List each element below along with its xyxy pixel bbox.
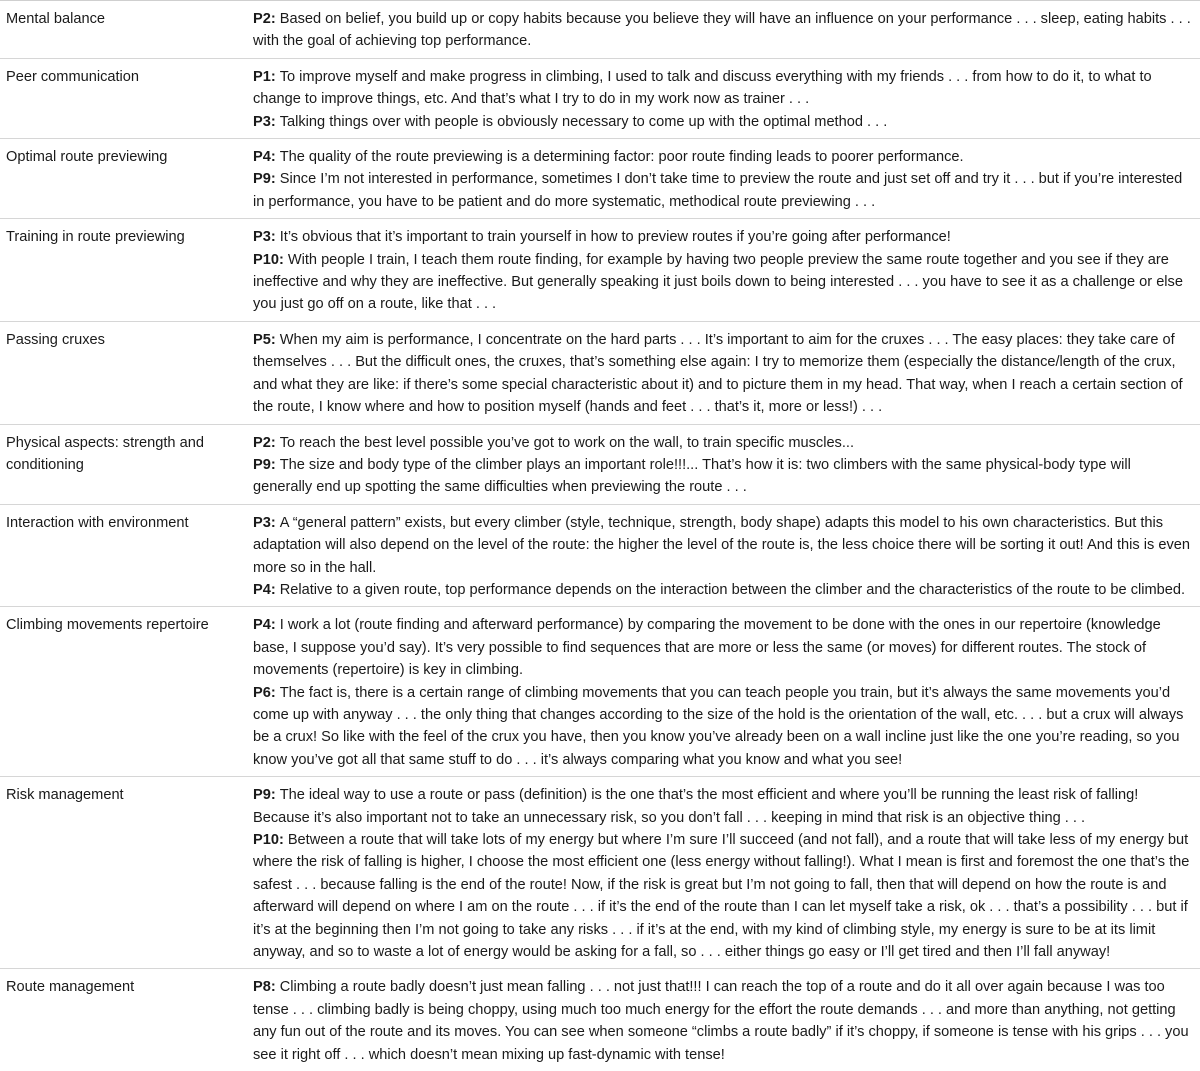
participant-id: P1: (253, 68, 276, 85)
quote (253, 66, 1192, 111)
quote (253, 976, 1192, 1066)
quote (253, 226, 1192, 248)
quote-text: The ideal way to use a route or pass (definition) is the one that’s the most efficient and where you’ll be running the least risk of falling! Because it’s also important not to take an unnecessary risk, so you don’t fall . . . keeping in mind that risk is an objective thing . . . (253, 787, 1139, 826)
quote (253, 829, 1192, 963)
participant-id: P10: (253, 832, 284, 848)
table-row (0, 969, 1200, 1071)
quote-text: To improve myself and make progress in climbing, I used to talk and discuss everything with my friends . . . from how to do it, to what to change to improve things, etc. And that’s what I try to do in my work now as trainer . . . (253, 68, 1152, 108)
quote (253, 168, 1192, 213)
quote-text: Since I’m not interested in performance, sometimes I don’t take time to preview the route and just set off and try it . . . but if you’re interested in performance, you have to be patient and do more systematic, methodical route previewing . . . (253, 171, 1183, 210)
participant-id: P8: (253, 979, 276, 996)
table-row (0, 322, 1200, 425)
participant-id: P4: (253, 617, 276, 634)
table-row (0, 425, 1200, 505)
theme-cell: Optimal route previewing (6, 149, 168, 166)
theme-cell: Mental balance (6, 11, 105, 27)
participant-id: P3: (253, 514, 276, 531)
participant-id: P3: (253, 113, 276, 130)
quote (253, 784, 1192, 829)
quotes-cell (253, 432, 1200, 499)
theme-cell: Interaction with environment (6, 514, 189, 531)
participant-id: P2: (253, 11, 276, 27)
participant-id: P9: (253, 787, 276, 804)
quote (253, 8, 1192, 53)
quote (253, 614, 1192, 681)
theme-cell: Peer communication (6, 68, 140, 85)
quote (253, 579, 1192, 601)
quote-text: With people I train, I teach them route finding, for example by having two people preview the same route together and you see if they are ineffective and why they are ineffective. But generally speaking it just boils down to being interested . . . you have to see it as a challenge or else you just go off on a route, like that . . . (253, 251, 1183, 313)
quote-text: The fact is, there is a certain range of climbing movements that you can teach people you train, but it’s always the same movements you’d come up with anyway . . . the only thing that changes according to the size of the hold is the orientation of the wall, etc. . . . but a crux will always be a crux! So like with the feel of the crux you have, then you know you’ve already been on a wall incline just like the one you’re reading, so you know you’ve got all that same stuff to do . . . it’s always comparing what you know and what you see! (253, 684, 1184, 768)
quote (253, 249, 1192, 316)
participant-id: P9: (253, 456, 276, 473)
quotes-cell (253, 329, 1200, 419)
table-row (0, 139, 1200, 219)
table-row (0, 59, 1200, 139)
table-row (0, 219, 1200, 322)
quotes-cell (253, 512, 1200, 602)
theme-cell: Passing cruxes (6, 331, 105, 348)
theme-cell: Climbing movements repertoire (6, 617, 209, 634)
participant-id: P5: (253, 331, 276, 348)
participant-id: P2: (253, 434, 276, 451)
quote-text: Talking things over with people is obviously necessary to come up with the optimal method . . . (279, 113, 888, 130)
quote-text: The size and body type of the climber plays an important role!!!... That’s how it is: two climbers with the same physical-body type will generally end up spotting the same difficulties when previewing the route . . . (253, 456, 1131, 496)
participant-id: P3: (253, 229, 276, 246)
quotes-cell (253, 614, 1200, 771)
quote (253, 111, 1192, 133)
quotes-cell (253, 8, 1200, 53)
table-row (0, 505, 1200, 608)
quote-text: It’s obvious that it’s important to train yourself in how to preview routes if you’re going after performance! (279, 229, 951, 246)
theme-cell: Route management (6, 979, 135, 996)
theme-cell: Training in route previewing (6, 229, 185, 246)
quote-text: A “general pattern” exists, but every climber (style, technique, strength, body shape) adapts this model to his own characteristics. But this adaptation will also depend on the level of the route: the higher the level of the route is, the less choice there will be sorting it out! And this is even more so in the hall. (253, 514, 1191, 576)
participant-id: P6: (253, 684, 276, 701)
quote (253, 329, 1192, 419)
quote (253, 682, 1192, 772)
quote (253, 454, 1192, 499)
participant-id: P4: (253, 581, 276, 598)
quote-text: The quality of the route previewing is a determining factor: poor route finding leads to poorer performance. (279, 149, 964, 166)
quote-text: Relative to a given route, top performance depends on the interaction between the climber and the characteristics of the route to be climbed. (279, 581, 1186, 598)
quote (253, 512, 1192, 579)
quotes-cell (253, 66, 1200, 133)
participant-id: P10: (253, 251, 284, 268)
participant-id: P9: (253, 171, 276, 188)
quote-text: Climbing a route badly doesn’t just mean falling . . . not just that!!! I can reach the top of a route and do it all over again because I was too tense . . . climbing badly is being choppy, using much too much energy for the effort the route demands . . . and more than anything, not getting any fun out of the route and its moves. You can see when someone “climbs a route badly” if it’s choppy, if someone is tense with his grips . . . you see it right off . . . which doesn’t mean mixing up fast-dynamic with tense! (253, 979, 1189, 1063)
table-row (0, 607, 1200, 777)
theme-cell: Physical aspects: strength and conditioning (6, 434, 204, 473)
quote-text: To reach the best level possible you’ve got to work on the wall, to train specific muscles... (279, 434, 855, 451)
quote-text: Based on belief, you build up or copy habits because you believe they will have an influence on your performance . . . sleep, eating habits . . . with the goal of achieving top performance. (253, 11, 1191, 50)
quote (253, 432, 1192, 454)
quotes-cell (253, 146, 1200, 213)
quote (253, 146, 1192, 168)
quote-text: When my aim is performance, I concentrate on the hard parts . . . It’s important to aim for the cruxes . . . The easy places: they take care of themselves . . . But the difficult ones, the cruxes, that’s something else again: I try to memorize them (especially the distance/length of the crux, and what they are like: if there’s some special characteristic about it) and to picture them in my head. That way, when I reach a certain section of the route, I know where and how to position myself (hands and feet . . . that’s it, more or less!) . . . (253, 331, 1183, 416)
quotes-cell (253, 226, 1200, 316)
theme-cell: Risk management (6, 787, 124, 804)
table-row (0, 1, 1200, 59)
quotes-cell (253, 784, 1200, 963)
quotes-cell (253, 976, 1200, 1066)
quote-text: I work a lot (route finding and afterward performance) by comparing the movement to be done with the ones in our repertoire (knowledge base, I suppose you’d say). It’s very possible to find sequences that are more or less the same (or moves) for different routes. The stock of movements (repertoire) is key in climbing. (253, 617, 1161, 679)
quote-text: Between a route that will take lots of my energy but where I’m sure I’ll succeed (and not fall), and a route that will take less of my energy but where the risk of falling is higher, I choose the most efficient one (less energy without falling!). What I mean is first and foremost the one that’s the safest . . . because falling is the end of the route! Now, if the risk is great but I’m not going to fall, then that will depend on how the route is and afterward will depend on where I am on the route . . . if it’s the end of the route than I can let myself take a risk, ok . . . that’s a possibility . . . but if it’s at the beginning then I’m not going to take any risks . . . if it’s at the end, with my kind of climbing style, my energy is sure to be at its limit anyway, and so to waste a lot of energy would be asking for a fall, so . . . either things go easy or I’ll get tired and then I’ll fall anyway! (253, 832, 1190, 961)
participant-id: P4: (253, 149, 276, 166)
table-row (0, 777, 1200, 969)
